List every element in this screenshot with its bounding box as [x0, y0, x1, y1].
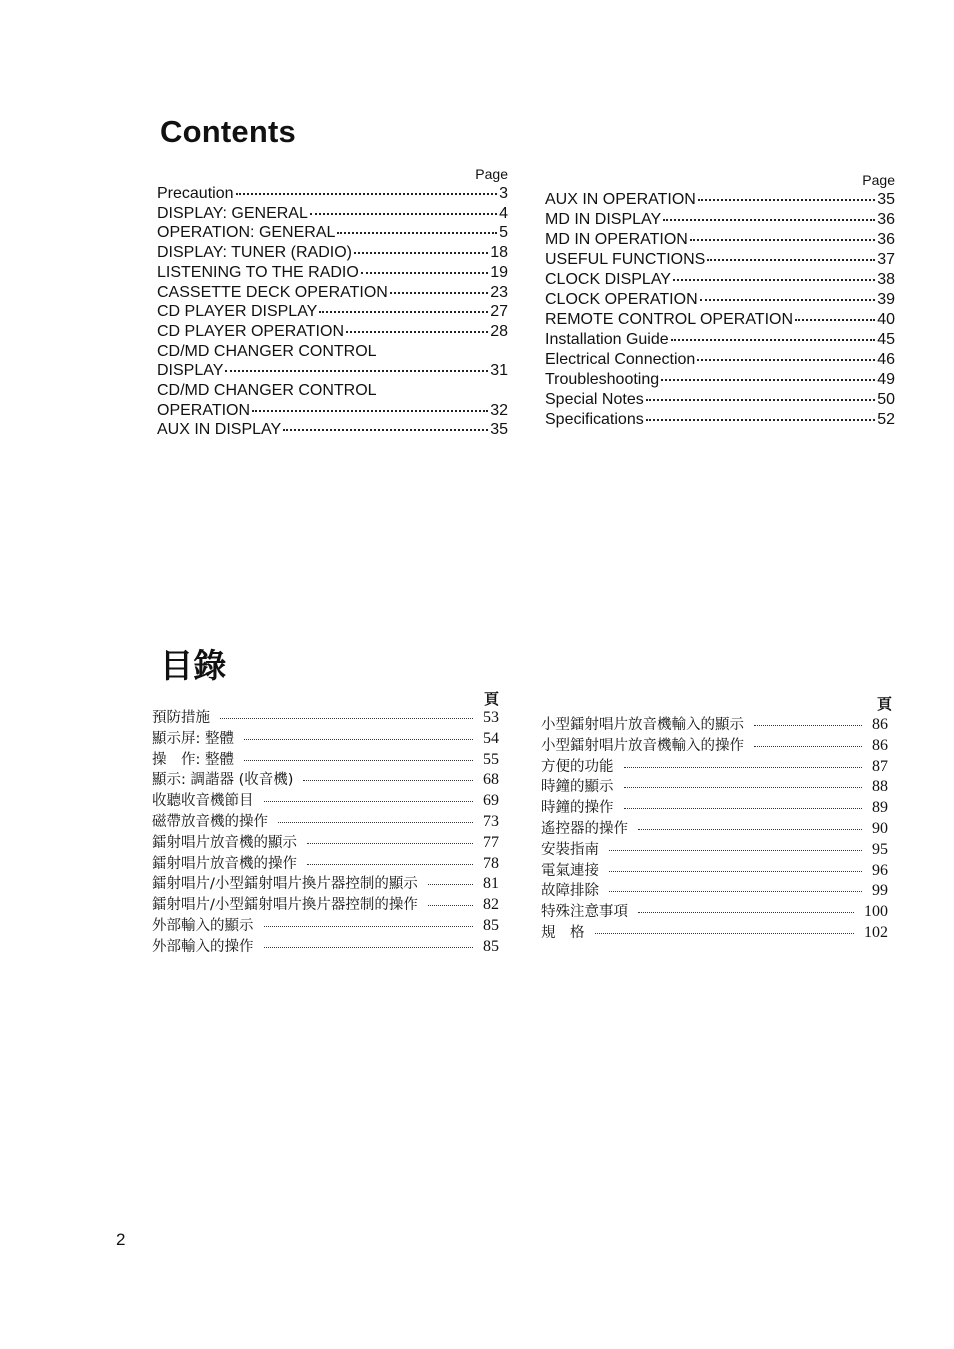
toc-entry-page: 54 — [483, 729, 499, 747]
toc-entry-page: 50 — [877, 391, 895, 408]
toc-entry-page: 82 — [483, 896, 499, 914]
page-column-header: Page — [862, 172, 895, 188]
toc-entry — [152, 854, 499, 874]
toc-entry-label: MD IN OPERATION — [545, 231, 688, 248]
toc-entry-page: 68 — [483, 771, 499, 789]
toc-entry-label: 方便的功能 — [541, 758, 614, 775]
dot-leader — [700, 299, 876, 301]
toc-entry-page: 73 — [483, 813, 499, 830]
toc-entry-page: 95 — [872, 840, 888, 858]
page-column-header: 頁 — [483, 690, 499, 708]
dot-leader — [754, 746, 862, 747]
dot-leader — [236, 193, 498, 195]
toc-entry-page: 3 — [499, 185, 508, 202]
toc-entry-page: 28 — [490, 322, 508, 340]
dot-leader — [303, 780, 473, 781]
toc-entry-label: 小型鐳射唱片放音機輸入的操作 — [541, 737, 744, 754]
toc-entry-page: 77 — [483, 833, 499, 851]
toc-entry-label: 收聽收音機節目 — [152, 793, 254, 810]
dot-leader — [278, 822, 473, 823]
dot-leader — [754, 725, 862, 726]
dot-leader — [624, 767, 863, 768]
toc-entry-label: MD IN DISPLAY — [545, 211, 662, 228]
dot-leader — [673, 279, 875, 281]
toc-entry — [157, 223, 508, 243]
toc-entry-page: 38 — [877, 271, 895, 288]
toc-entry — [157, 381, 508, 401]
toc-entry-page: 99 — [872, 882, 888, 900]
toc-entry-label: 特殊注意事項 — [541, 904, 628, 921]
toc-entry-page: 5 — [499, 224, 508, 242]
toc-entry — [545, 410, 895, 430]
dot-leader — [697, 359, 875, 361]
zh-toc-right-column — [541, 693, 892, 993]
toc-entry — [545, 250, 895, 270]
dot-leader — [638, 829, 862, 830]
toc-entry-page: 46 — [877, 351, 895, 368]
dot-leader — [337, 232, 497, 234]
toc-entry-page: 69 — [483, 792, 499, 810]
toc-entry-page: 86 — [872, 736, 888, 754]
toc-entry — [541, 840, 888, 860]
toc-entry — [541, 736, 888, 756]
page-number: 2 — [116, 1230, 126, 1249]
toc-entry-label: LISTENING TO THE RADIO — [157, 263, 359, 281]
dot-leader — [264, 801, 474, 802]
toc-entry-label: CD PLAYER OPERATION — [157, 322, 344, 340]
toc-entry-label: 操 作: 整體 — [152, 751, 234, 768]
chinese-contents-title: 目錄 — [160, 646, 227, 685]
toc-entry — [545, 370, 895, 390]
dot-leader — [428, 884, 473, 885]
toc-entry — [157, 401, 508, 421]
dot-leader — [671, 339, 876, 341]
toc-entry — [541, 757, 888, 777]
toc-entry-label: CLOCK OPERATION — [545, 291, 698, 308]
toc-entry-label: 鐳射唱片/小型鐳射唱片換片器控制的操作 — [152, 897, 418, 914]
contents-title: Contents — [160, 114, 296, 149]
dot-leader — [244, 760, 473, 761]
toc-entry-page: 32 — [490, 401, 508, 419]
toc-entry-page: 90 — [872, 820, 888, 837]
toc-entry-label: 鐳射唱片放音機的操作 — [152, 855, 297, 872]
toc-entry — [157, 243, 508, 263]
toc-entry-page: 35 — [490, 421, 508, 439]
toc-entry — [152, 791, 499, 811]
toc-entry — [545, 350, 895, 370]
toc-entry-page: 89 — [872, 799, 888, 817]
dot-leader — [346, 331, 488, 333]
toc-entry-label: AUX IN OPERATION — [545, 191, 696, 208]
dot-leader — [663, 219, 875, 221]
toc-entry — [545, 210, 895, 230]
dot-leader — [646, 399, 875, 401]
toc-entry — [541, 861, 888, 881]
toc-entry-page: 85 — [483, 937, 499, 955]
toc-entry-page: 88 — [872, 778, 888, 796]
dot-leader — [307, 864, 473, 865]
toc-entry-label: Installation Guide — [545, 331, 669, 348]
zh-toc-left-column — [152, 688, 499, 988]
toc-entry-page: 18 — [490, 244, 508, 262]
toc-entry-page: 39 — [877, 291, 895, 308]
toc-entry — [152, 729, 499, 749]
toc-entry — [541, 881, 888, 901]
dot-leader — [354, 252, 488, 254]
toc-entry — [152, 812, 499, 832]
toc-entry-label: Special Notes — [545, 391, 644, 408]
toc-entry — [541, 819, 888, 839]
dot-leader — [225, 370, 488, 372]
dot-leader — [283, 429, 488, 431]
dot-leader — [264, 926, 474, 927]
toc-entry — [541, 902, 888, 922]
toc-entry-label: DISPLAY: TUNER (RADIO) — [157, 244, 352, 262]
toc-entry-label: DISPLAY — [157, 362, 224, 380]
toc-entry-label: OPERATION: GENERAL — [157, 224, 336, 242]
toc-entry — [541, 777, 888, 797]
toc-entry-label: 時鐘的顯示 — [541, 779, 614, 796]
dot-leader — [310, 213, 497, 215]
dot-leader — [609, 891, 862, 892]
toc-entry — [152, 708, 499, 728]
toc-right-column — [545, 172, 895, 472]
toc-entry-page: 23 — [490, 283, 508, 301]
toc-entry-label: Precaution — [157, 185, 234, 202]
dot-leader — [264, 947, 474, 948]
toc-entry-page: 81 — [483, 875, 499, 893]
toc-entry — [152, 770, 499, 790]
toc-entry-page: 35 — [877, 191, 895, 208]
toc-entry-page: 36 — [877, 231, 895, 248]
toc-entry-page: 45 — [877, 331, 895, 348]
toc-entry-label: 規 格 — [541, 925, 585, 941]
dot-leader — [624, 787, 863, 788]
dot-leader — [428, 905, 473, 906]
toc-entry-page: 53 — [483, 709, 499, 726]
toc-entry-label: 外部輸入的操作 — [152, 938, 254, 955]
dot-leader — [390, 292, 488, 294]
page-column-header: 頁 — [876, 695, 892, 713]
dot-leader — [252, 410, 488, 412]
toc-entry-label: AUX IN DISPLAY — [157, 421, 282, 439]
toc-entry-page: 31 — [490, 362, 508, 380]
toc-entry — [157, 420, 508, 440]
toc-left-column — [157, 166, 508, 466]
toc-entry — [152, 874, 499, 894]
toc-entry-page: 100 — [864, 903, 888, 921]
toc-entry-label: Troubleshooting — [545, 371, 660, 388]
toc-entry-label: 預防措施 — [152, 710, 210, 726]
toc-entry — [545, 290, 895, 310]
dot-leader — [638, 912, 854, 913]
dot-leader — [319, 311, 488, 313]
toc-entry-label: Specifications — [545, 411, 644, 428]
dot-leader — [220, 718, 473, 719]
toc-entry — [157, 204, 508, 224]
toc-entry-label: CD/MD CHANGER CONTROL — [157, 342, 377, 360]
toc-entry — [157, 322, 508, 342]
toc-entry-label: 顯示: 調諧器 (收音機) — [152, 772, 294, 789]
toc-entry-label: REMOTE CONTROL OPERATION — [545, 311, 794, 328]
dot-leader — [307, 843, 473, 844]
toc-entry-label: CLOCK DISPLAY — [545, 271, 671, 288]
dot-leader — [646, 419, 875, 421]
toc-entry-label: Electrical Connection — [545, 351, 696, 368]
dot-leader — [595, 933, 855, 934]
toc-entry-label: OPERATION — [157, 401, 251, 419]
toc-entry — [152, 750, 499, 770]
toc-entry-page: 40 — [877, 311, 895, 328]
toc-entry — [541, 923, 888, 943]
toc-entry — [157, 302, 508, 322]
toc-entry — [157, 263, 508, 283]
toc-entry-label: 小型鐳射唱片放音機輸入的顯示 — [541, 717, 744, 733]
toc-entry-page: 96 — [872, 861, 888, 879]
dot-leader — [690, 239, 875, 241]
toc-entry-page: 19 — [490, 263, 508, 281]
toc-entry — [545, 330, 895, 350]
toc-entry-label: 鐳射唱片放音機的顯示 — [152, 834, 297, 851]
toc-entry-label: DISPLAY: GENERAL — [157, 204, 308, 222]
toc-entry-label: 磁帶放音機的操作 — [152, 814, 268, 830]
toc-entry-page: 55 — [483, 750, 499, 768]
toc-entry-label: 顯示屏: 整體 — [152, 730, 234, 747]
toc-entry-page: 27 — [490, 303, 508, 321]
dot-leader — [361, 272, 488, 274]
toc-entry-label: 安裝指南 — [541, 841, 599, 858]
toc-entry-page: 102 — [864, 924, 888, 941]
toc-entry — [157, 184, 508, 204]
dot-leader — [624, 808, 863, 809]
toc-entry — [152, 833, 499, 853]
toc-entry — [545, 310, 895, 330]
toc-entry-page: 49 — [877, 371, 895, 388]
toc-entry-page: 4 — [499, 204, 508, 222]
toc-entry-page: 86 — [872, 716, 888, 733]
toc-entry-label: CD PLAYER DISPLAY — [157, 303, 318, 321]
toc-entry-label: 鐳射唱片/小型鐳射唱片換片器控制的顯示 — [152, 876, 418, 893]
toc-entry-label: CD/MD CHANGER CONTROL — [157, 382, 377, 399]
toc-entry — [152, 895, 499, 915]
toc-entry — [545, 230, 895, 250]
toc-entry — [541, 798, 888, 818]
toc-entry — [152, 916, 499, 936]
toc-entry-page: 87 — [872, 757, 888, 775]
toc-entry-page: 78 — [483, 854, 499, 872]
toc-entry — [541, 715, 888, 735]
dot-leader — [698, 199, 875, 201]
toc-entry-label: 故障排除 — [541, 883, 599, 900]
toc-entry-page: 37 — [877, 251, 895, 268]
dot-leader — [609, 871, 862, 872]
dot-leader — [707, 259, 875, 261]
toc-entry — [157, 283, 508, 303]
toc-entry-page: 36 — [877, 211, 895, 228]
toc-entry-page: 85 — [483, 917, 499, 934]
toc-entry-label: USEFUL FUNCTIONS — [545, 251, 706, 268]
toc-entry-label: CASSETTE DECK OPERATION — [157, 283, 388, 301]
page-column-header: Page — [475, 166, 508, 182]
toc-entry — [545, 390, 895, 410]
toc-entry — [545, 190, 895, 210]
toc-entry-label: 時鐘的操作 — [541, 800, 614, 817]
toc-entry — [545, 270, 895, 290]
toc-entry — [157, 342, 508, 362]
dot-leader — [244, 739, 473, 740]
toc-entry-label: 電氣連接 — [541, 862, 599, 879]
toc-entry-label: 外部輸入的顯示 — [152, 918, 254, 934]
dot-leader — [795, 319, 875, 321]
dot-leader — [661, 379, 875, 381]
toc-entry-page: 52 — [877, 411, 895, 428]
dot-leader — [609, 850, 862, 851]
toc-entry-label: 遙控器的操作 — [541, 821, 628, 837]
toc-entry — [157, 361, 508, 381]
toc-entry — [152, 937, 499, 957]
